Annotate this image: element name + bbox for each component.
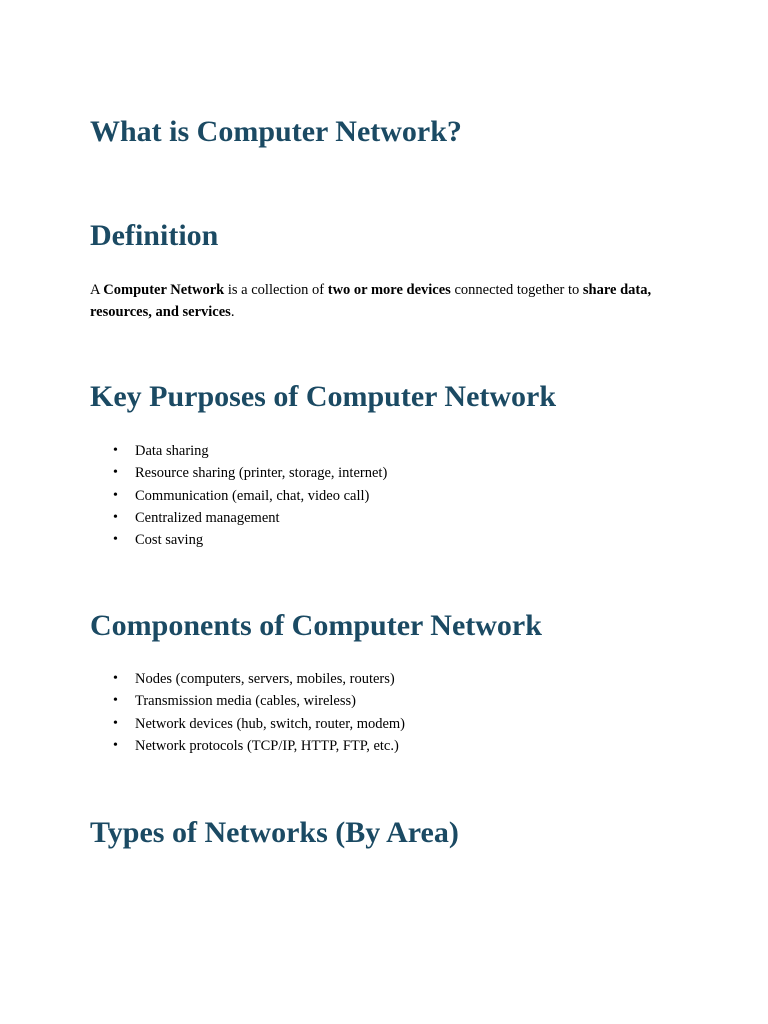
definition-text: is a collection of	[224, 282, 328, 298]
list-item	[113, 690, 405, 712]
list-item	[113, 529, 387, 551]
definition-paragraph	[90, 279, 690, 323]
section-heading-purposes: Key Purposes of Computer Network	[90, 380, 557, 413]
list-item	[113, 440, 387, 462]
bullet-icon: •	[113, 737, 118, 753]
list-item-text: Network protocols (TCP/IP, HTTP, FTP, etc.)	[135, 737, 399, 754]
section-heading-definition: Definition	[90, 219, 219, 252]
components-list	[113, 668, 406, 757]
list-item-text: Communication (email, chat, video call)	[135, 487, 370, 504]
list-item-text: Network devices (hub, switch, router, modem)	[135, 715, 406, 732]
list-item-text: Resource sharing (printer, storage, internet)	[135, 465, 388, 482]
list-item-text: Nodes (computers, servers, mobiles, routers)	[135, 671, 395, 687]
list-item	[113, 462, 388, 484]
list-item-text: Transmission media (cables, wireless)	[135, 693, 356, 710]
definition-text: connected together to	[450, 282, 583, 298]
bullet-icon: •	[113, 487, 118, 503]
definition-bold-text: Computer Network	[103, 282, 225, 298]
bullet-icon: •	[113, 465, 118, 481]
definition-bold-text: share data, resources, and services	[90, 282, 652, 320]
list-item	[113, 735, 405, 757]
definition-bold-text: two or more devices	[327, 282, 451, 298]
purposes-list	[113, 440, 388, 551]
bullet-icon: •	[113, 443, 118, 458]
list-item	[113, 713, 406, 735]
list-item	[113, 485, 387, 507]
section-heading-components: Components of Computer Network	[90, 609, 542, 642]
bullet-icon: •	[113, 532, 118, 548]
list-item	[113, 668, 405, 690]
bullet-icon: •	[113, 715, 118, 731]
definition-text: A	[90, 282, 104, 298]
list-item	[113, 507, 387, 529]
definition-text: .	[230, 304, 235, 320]
section-heading-types: Types of Networks (By Area)	[90, 816, 459, 849]
list-item-text: Data sharing	[135, 443, 209, 459]
list-item-text: Cost saving	[135, 532, 204, 549]
bullet-icon: •	[113, 671, 118, 686]
bullet-icon: •	[113, 693, 118, 709]
page-title: What is Computer Network?	[90, 115, 462, 148]
bullet-icon: •	[113, 509, 118, 525]
list-item-text: Centralized management	[135, 509, 280, 526]
